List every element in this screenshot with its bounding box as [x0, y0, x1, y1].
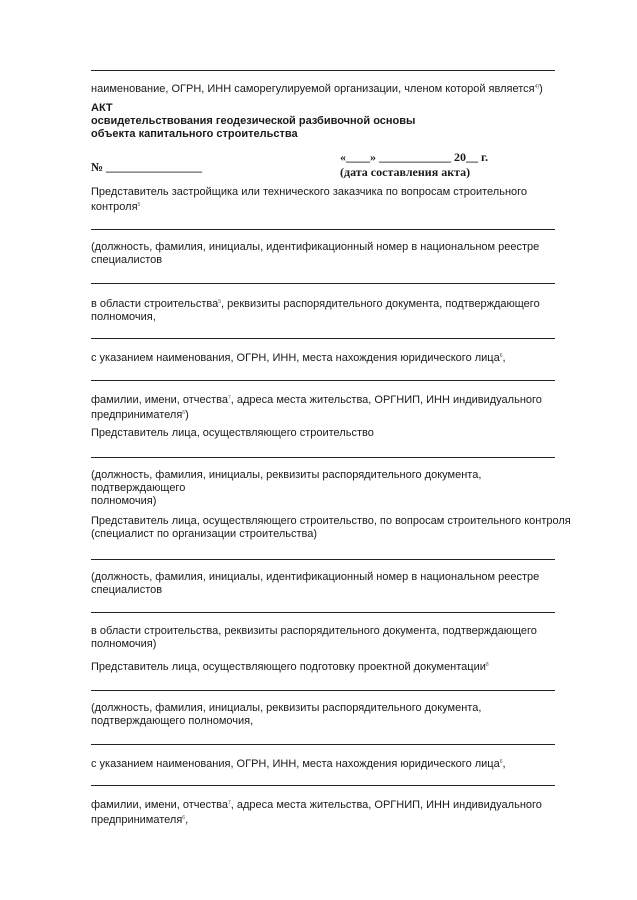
fill-line-4[interactable]	[91, 380, 555, 381]
fill-line-8[interactable]	[91, 690, 555, 691]
caption-position-1: (должность, фамилия, инициалы, идентификационный номер в национальном реестре специалистов	[91, 241, 540, 266]
caption-individual-2: фамилии, имени, отчества$^7$, адреса места жительства, ОРГНИП, ИНН индивидуального предпринимателя$^6$,	[91, 799, 542, 826]
designer-rep-label: Представитель лица, осуществляющего подготовку проектной документации$^8$	[91, 661, 489, 673]
act-number[interactable]: № ________________	[91, 160, 203, 174]
builder-control-rep-label: Представитель лица, осуществляющего строительство, по вопросам строительного контроля (специалист по организации строительства)	[91, 515, 571, 540]
fill-line-2[interactable]	[91, 283, 555, 284]
fill-line-5[interactable]	[91, 457, 555, 458]
caption-individual-1: фамилии, имени, отчества$^7$, адреса места жительства, ОРГНИП, ИНН индивидуального предпринимателя$^6$)	[91, 394, 542, 421]
fill-line-10[interactable]	[91, 785, 555, 786]
act-date-caption: (дата составления акта)	[340, 165, 471, 179]
fill-line-7[interactable]	[91, 612, 555, 613]
act-date[interactable]: «____» ____________ 20__ г.	[340, 150, 489, 164]
fill-line-9[interactable]	[91, 744, 555, 745]
developer-rep-label: Представитель застройщика или технического заказчика по вопросам строительного контроля$^5$	[91, 186, 528, 213]
top-rule	[91, 70, 555, 71]
fill-line-6[interactable]	[91, 559, 555, 560]
document-title: АКТ освидетельствования геодезической разбивочной основы объекта капитального строительства	[91, 102, 416, 140]
caption-authority-1: в области строительства$^5$, реквизиты распорядительного документа, подтверждающего полномочия,	[91, 298, 540, 323]
caption-position-2: (должность, фамилия, инициалы, реквизиты распорядительного документа, подтверждающего полномочия)	[91, 469, 482, 507]
caption-legal-entity-2: с указанием наименования, ОГРН, ИНН, места нахождения юридического лица$^6$,	[91, 758, 506, 770]
fill-line-3[interactable]	[91, 338, 555, 339]
caption-position-3: (должность, фамилия, инициалы, идентификационный номер в национальном реестре специалистов	[91, 571, 540, 596]
fill-line-1[interactable]	[91, 229, 555, 230]
builder-rep-label: Представитель лица, осуществляющего строительство	[91, 427, 374, 439]
sro-caption: наименование, ОГРН, ИНН саморегулируемой организации, членом которой является$^{4)}$)	[91, 83, 543, 95]
caption-authority-2: в области строительства, реквизиты распорядительного документа, подтверждающего полномочия)	[91, 625, 537, 650]
caption-legal-entity-1: с указанием наименования, ОГРН, ИНН, места нахождения юридического лица$^6$,	[91, 352, 506, 364]
caption-position-4: (должность, фамилия, инициалы, реквизиты распорядительного документа, подтверждающего полномочия,	[91, 702, 482, 727]
